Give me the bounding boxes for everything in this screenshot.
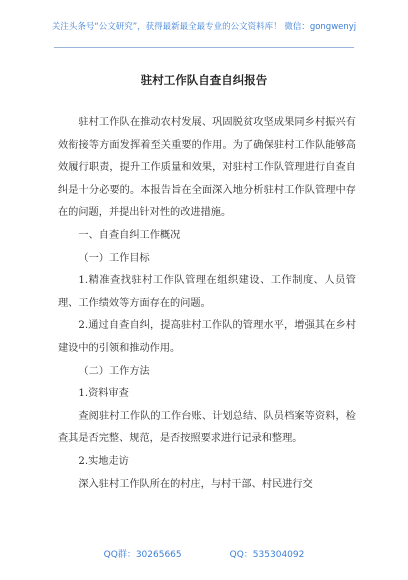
header-divider xyxy=(54,47,354,48)
method-item-1-text: 查阅驻村工作队的工作台账、计划总结、队员档案等资料，检查其是否完整、规范，是否按照要求进行记录和整理。 xyxy=(58,410,356,445)
goal-item-1: 1.精准查找驻村工作队管理在组织建设、工作制度、人员管理、工作绩效等方面存在的问题。 xyxy=(58,275,356,309)
goal-item-2: 2.通过自查自纠，提高驻村工作队的管理水平，增强其在乡村建设中的引领和推动作用。 xyxy=(58,320,356,354)
method-item-2-text: 深入驻村工作队所在的村庄，与村干部、村民进行交 xyxy=(78,478,313,490)
footer-qq: QQ：535304092 xyxy=(229,550,305,560)
intro-paragraph: 驻村工作队在推动农村发展、巩固脱贫攻坚成果同乡村振兴有效衔接等方面发挥着至关重要的作用。为了确保驻村工作队能够高效履行职责，提升工作质量和效果，对驻村工作队管理进行自查自纠是十分必要的。本报告旨在全面深入地分析驻村工作队管理中存在的问题，并提出针对性的改进措施。 xyxy=(58,117,356,219)
subsection-heading-methods: （二）工作方法 xyxy=(78,365,150,377)
footer-contact xyxy=(0,547,408,560)
subsection-heading-goals: （一）工作目标 xyxy=(78,252,150,264)
footer-qq-group: QQ群：30265665 xyxy=(103,550,182,560)
method-item-2-heading: 2.实地走访 xyxy=(78,455,129,467)
method-item-1-heading: 1.资料审查 xyxy=(78,388,129,400)
document-title: 驻村工作队自查自纠报告 xyxy=(140,73,268,87)
document-body xyxy=(58,112,356,496)
header-banner: 关注头条号“公文研究”，获得最新最全最专业的公文资料库！ 微信：gongwenyj xyxy=(51,22,357,32)
section-heading-1: 一、自查自纠工作概况 xyxy=(78,229,181,241)
